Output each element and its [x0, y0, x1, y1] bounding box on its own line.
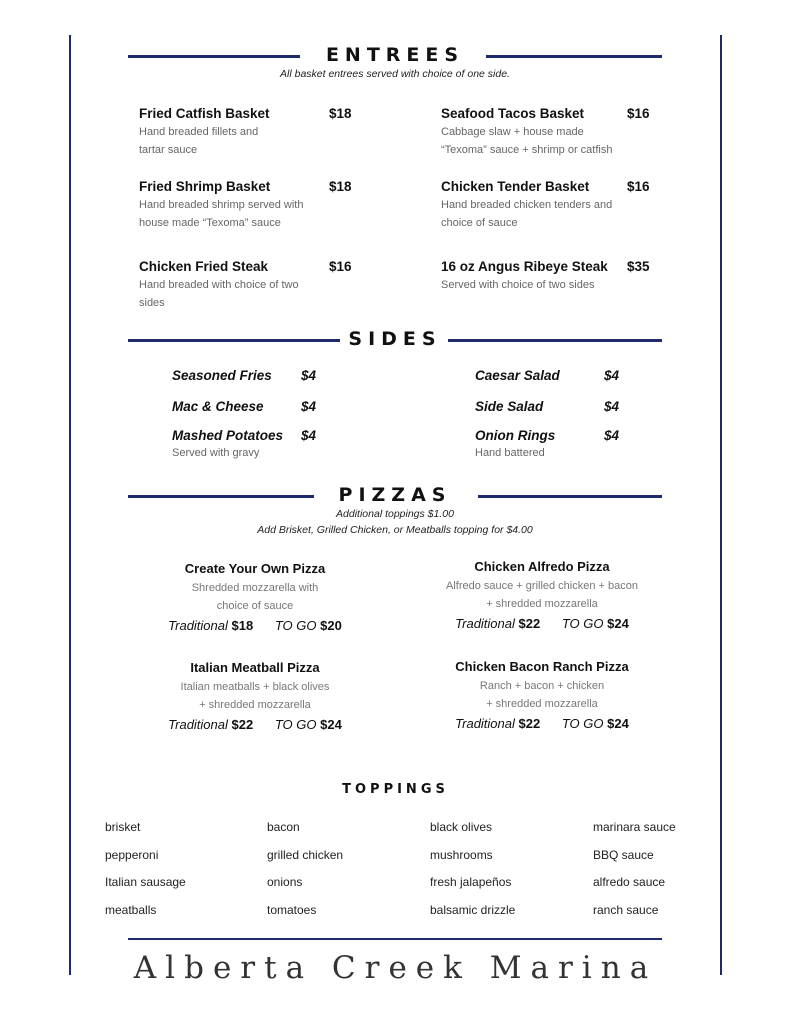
pizza-item [125, 561, 385, 633]
side-price: $4 [301, 399, 317, 414]
topping-item: pepperoni [105, 848, 159, 862]
pizza-name: Create Your Own Pizza [184, 561, 326, 576]
left-border-line [69, 35, 71, 975]
pizza-prices [412, 716, 672, 731]
topping-item: fresh jalapeños [430, 875, 512, 889]
pizzas-header [128, 480, 662, 536]
togo-price: $20 [320, 618, 342, 633]
togo-label: TO GO [274, 618, 317, 633]
side-desc: Hand battered [475, 447, 545, 459]
pizza-name: Chicken Alfredo Pizza [474, 559, 610, 574]
side-item [172, 368, 317, 383]
entree-name: Seafood Tacos Basket [441, 106, 585, 121]
entrees-header [128, 40, 662, 80]
topping-item: balsamic drizzle [430, 903, 516, 917]
entree-desc: Cabbage slaw + house made “Texoma” sauce + shrimp or catfish [441, 126, 613, 156]
entree-desc: Hand breaded with choice of two sides [139, 279, 299, 309]
traditional-label: Traditional [455, 616, 515, 631]
pizza-desc-line: Alfredo sauce + grilled chicken + bacon [445, 580, 638, 592]
traditional-price: $18 [231, 618, 254, 633]
traditional-price: $22 [231, 717, 254, 732]
side-item [475, 399, 620, 414]
traditional-price: $22 [518, 616, 541, 631]
entree-price: $16 [329, 259, 352, 274]
pizza-prices [125, 717, 385, 732]
side-item [172, 428, 317, 459]
sides-header [128, 324, 662, 354]
restaurant-name: Alberta Creek Marina [133, 950, 658, 986]
topping-item: alfredo sauce [593, 875, 666, 889]
entrees-note: All basket entrees served with choice of one side. [280, 68, 510, 80]
side-name: Caesar Salad [475, 368, 560, 383]
entree-desc: Hand breaded chicken tenders and choice of sauce [441, 199, 613, 229]
pizza-desc-line: Italian meatballs + black olives [180, 681, 330, 693]
topping-item: marinara sauce [593, 820, 676, 834]
topping-item: meatballs [105, 903, 157, 917]
side-name: Seasoned Fries [172, 368, 272, 383]
pizza-desc-line: + shredded mozzarella [199, 699, 311, 711]
togo-label: TO GO [274, 717, 317, 732]
entree-item [139, 179, 359, 232]
side-price: $4 [604, 428, 620, 443]
togo-price: $24 [320, 717, 342, 732]
topping-item: mushrooms [430, 848, 493, 862]
side-desc: Served with gravy [172, 447, 260, 459]
topping-item: grilled chicken [267, 848, 344, 862]
side-item [475, 368, 620, 383]
side-price: $4 [604, 399, 620, 414]
pizza-desc [412, 677, 672, 713]
entree-price: $16 [627, 106, 650, 121]
entree-desc: Served with choice of two sides [441, 279, 595, 291]
pizza-desc [125, 579, 385, 615]
entree-name: Chicken Fried Steak [139, 259, 269, 274]
footer-rule [128, 938, 662, 940]
entree-name: 16 oz Angus Ribeye Steak [441, 259, 608, 274]
traditional-label: Traditional [168, 717, 228, 732]
pizza-name: Chicken Bacon Ranch Pizza [455, 659, 629, 674]
entree-name: Fried Catfish Basket [139, 106, 270, 121]
pizza-prices [412, 616, 672, 631]
traditional-label: Traditional [455, 716, 515, 731]
pizza-item [412, 559, 672, 631]
topping-item: BBQ sauce [593, 848, 654, 862]
pizza-desc [125, 678, 385, 714]
topping-item: bacon [267, 820, 300, 834]
traditional-price: $22 [518, 716, 541, 731]
entree-desc: Hand breaded fillets and tartar sauce [139, 126, 259, 156]
topping-item: black olives [430, 820, 493, 834]
right-border-line [720, 35, 722, 975]
pizza-desc [412, 577, 672, 613]
pizzas-note-premium: Add Brisket, Grilled Chicken, or Meatballs topping for $4.00 [257, 524, 533, 536]
entrees-title: ENTREES [325, 44, 465, 66]
side-name: Mashed Potatoes [172, 428, 284, 443]
pizza-prices [125, 618, 385, 633]
pizza-item [412, 659, 672, 731]
entree-price: $35 [627, 259, 650, 274]
togo-price: $24 [607, 716, 629, 731]
toppings-title: TOPPINGS [342, 782, 449, 797]
pizza-desc-line: + shredded mozzarella [486, 598, 598, 610]
pizzas-note-toppings: Additional toppings $1.00 [336, 508, 454, 520]
sides-title: SIDES [348, 328, 442, 350]
entree-price: $18 [329, 179, 352, 194]
topping-item: tomatoes [267, 903, 317, 917]
pizza-item [125, 660, 385, 732]
entree-item [441, 106, 661, 159]
side-name: Onion Rings [475, 428, 556, 443]
side-price: $4 [604, 368, 620, 383]
topping-item: Italian sausage [105, 875, 186, 889]
entree-price: $18 [329, 106, 352, 121]
pizza-desc-line: choice of sauce [216, 600, 294, 612]
entree-item [139, 259, 359, 312]
side-price: $4 [301, 428, 317, 443]
entree-price: $16 [627, 179, 650, 194]
togo-label: TO GO [561, 616, 604, 631]
topping-item: onions [267, 875, 303, 889]
pizza-desc-line: Ranch + bacon + chicken [479, 680, 605, 692]
topping-item: ranch sauce [593, 903, 659, 917]
togo-label: TO GO [561, 716, 604, 731]
traditional-label: Traditional [168, 618, 228, 633]
side-item [172, 399, 317, 414]
entree-item [441, 259, 661, 294]
side-name: Mac & Cheese [172, 399, 264, 414]
topping-item: brisket [105, 820, 141, 834]
side-price: $4 [301, 368, 317, 383]
entree-item [139, 106, 359, 159]
entree-item [441, 179, 661, 232]
pizza-name: Italian Meatball Pizza [190, 660, 320, 675]
togo-price: $24 [607, 616, 629, 631]
entree-name: Chicken Tender Basket [441, 179, 590, 194]
pizza-desc-line: + shredded mozzarella [486, 698, 598, 710]
entree-desc: Hand breaded shrimp served with house made “Texoma” sauce [139, 199, 304, 229]
pizza-desc-line: Shredded mozzarella with [191, 582, 319, 594]
pizzas-title: PIZZAS [338, 484, 452, 506]
side-item [475, 428, 620, 459]
entree-name: Fried Shrimp Basket [139, 179, 271, 194]
side-name: Side Salad [475, 399, 544, 414]
